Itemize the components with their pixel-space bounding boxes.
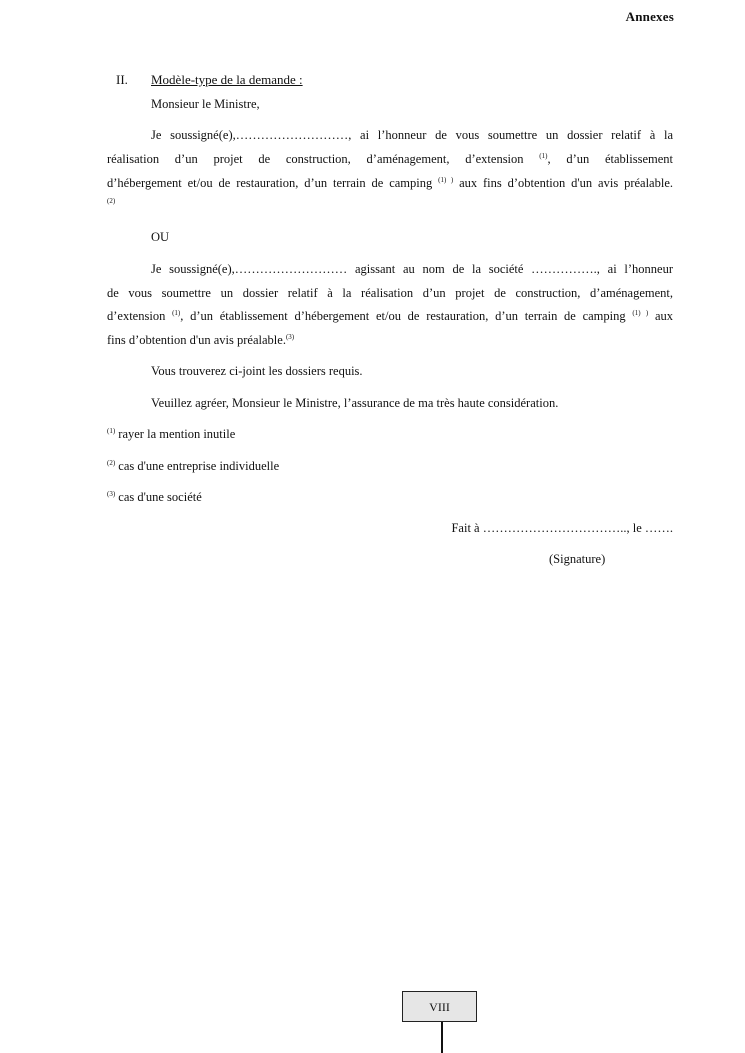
section-heading <box>116 72 303 88</box>
or-label: OU <box>151 230 170 244</box>
para1-line2-text: réalisation d’un projet de construction, d’aménagement, d’extension <box>107 152 524 166</box>
para2-line4 <box>107 333 294 348</box>
para2-line3-mid: , d’un établissement d’hébergement et/ou de restauration, d’un terrain de camping <box>180 309 626 323</box>
ref-mark: (1) <box>539 152 548 160</box>
para1-line3 <box>107 176 673 191</box>
para1-line2 <box>107 152 673 167</box>
ref-mark: (1) ) <box>632 309 649 317</box>
footnote <box>107 459 279 474</box>
place-date-line: Fait à …………………………….., le ……. <box>451 521 673 535</box>
section-number: II. <box>116 72 128 87</box>
footnote-mark: (1) <box>107 427 116 435</box>
closing-line: Veuillez agréer, Monsieur le Ministre, l’assurance de ma très haute considération. <box>151 396 559 410</box>
running-header: Annexes <box>625 9 674 24</box>
footnote-mark: (2) <box>107 459 116 467</box>
footnote-text: cas d'une entreprise individuelle <box>118 459 280 473</box>
para1-line2-tail: , d’un établissement <box>547 152 673 166</box>
ref-mark: (1) ) <box>438 176 454 184</box>
ref-mark: (3) <box>285 333 295 341</box>
ref-mark: (1) <box>172 309 181 317</box>
para1-line3-tail: aux fins d’obtention d'un avis préalable. <box>459 176 674 190</box>
attachments-line: Vous trouverez ci-joint les dossiers requis. <box>151 364 363 378</box>
footnote-mark: (3) <box>107 490 116 498</box>
para1-line3-text: d’hébergement et/ou de restauration, d’un terrain de camping <box>107 176 433 190</box>
ref-mark: (2) <box>107 197 116 205</box>
page-number: VIII <box>402 991 477 1022</box>
para2-line3 <box>107 309 673 324</box>
signature-label: (Signature) <box>549 552 606 566</box>
para2-line3-text: d’extension <box>107 309 166 323</box>
para2-line4-text: fins d’obtention d'un avis préalable. <box>107 333 286 347</box>
para2-line2: de vous soumettre un dossier relatif à la réalisation d’un projet de construction, d’aménagement, <box>107 286 673 300</box>
footnote <box>107 490 202 505</box>
page-number-stem <box>441 1022 443 1053</box>
para2-line3-tail: aux <box>654 309 674 323</box>
section-title: Modèle-type de la demande : <box>151 72 303 87</box>
salutation: Monsieur le Ministre, <box>151 97 260 111</box>
footnote-text: rayer la mention inutile <box>118 427 236 441</box>
footnote <box>107 427 235 442</box>
para1-line1: Je soussigné(e),………………………, ai l’honneur de vous soumettre un dossier relatif à la <box>151 128 673 142</box>
para2-line1: Je soussigné(e),……………………… agissant au nom de la société ……………., ai l’honneur <box>151 262 673 276</box>
footnote-text: cas d'une société <box>118 490 202 504</box>
